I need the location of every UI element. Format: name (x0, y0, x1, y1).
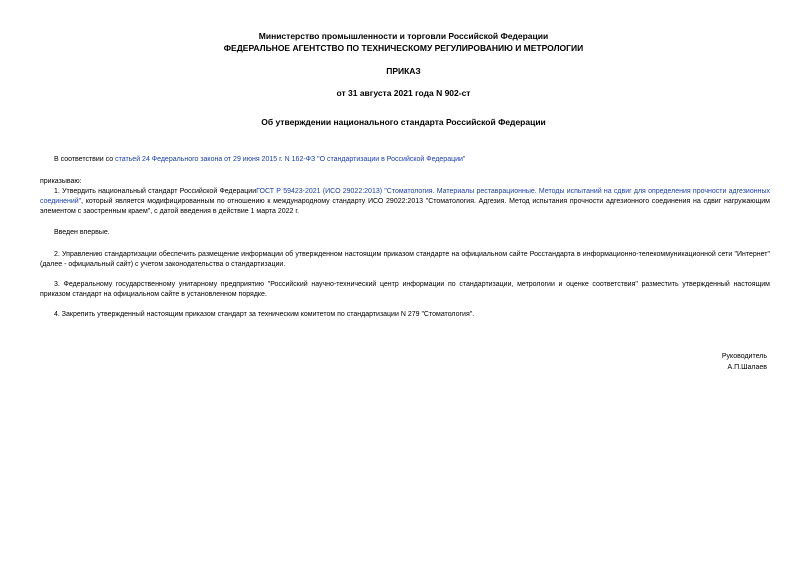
doc-date-number: от 31 августа 2021 года N 902-ст (336, 88, 471, 98)
item-4-paragraph: 4. Закрепить утвержденный настоящим приказом стандарт за техническим комитетом по стандартизации N 279 "Стоматология". (54, 311, 475, 318)
first-time-note: Введен впервые. (54, 229, 110, 236)
gost-standard-link[interactable]: ГОСТ Р 59423-2021 (ИСО 29022:2013) "Стоматология. Материалы реставрационные. Методы испытаний на сдвиг для определения прочности адгезионных соединений" (40, 188, 770, 205)
signature-title: Руководитель (721, 353, 767, 360)
basis-prefix: В соответствии со (54, 156, 116, 163)
item-1-suffix: , который является модифицированным по отношению к международному стандарту ИСО 29022:2013 "Стоматология. Адгезия. Метод испытания прочности адгезионного соединения на сдвиг нагружающим элементом с заостренным краем", с датой введения в действие 1 марта 2022 г. (40, 198, 770, 215)
item-2-paragraph: 2. Управлению стандартизации обеспечить размещение информации об утвержденном настоящим приказом стандарте на официальном сайте Росстандарта в информационно-телекоммуникационной сети "Интернет" (далее - официальный сайт) с учетом законодательства о стандартизации. (40, 251, 770, 268)
agency-title: ФЕДЕРАЛЬНОЕ АГЕНТСТВО ПО ТЕХНИЧЕСКОМУ РЕГУЛИРОВАНИЮ И МЕТРОЛОГИИ (223, 43, 584, 53)
signature-name: А.П.Шалаев (727, 364, 767, 371)
doc-type: ПРИКАЗ (386, 66, 421, 76)
doc-subject: Об утверждении национального стандарта Российской Федерации (261, 117, 546, 127)
item-1-prefix: 1. Утвердить национальный стандарт Российской Федерации (54, 188, 257, 195)
federal-law-link[interactable]: статьей 24 Федерального закона от 29 июня 2015 г. N 162-ФЗ "О стандартизации в Российской Федерации" (115, 156, 466, 163)
item-3-paragraph: 3. Федеральному государственному унитарному предприятию "Российский научно-технический центр информации по стандартизации, метрологии и оценке соответствия" разместить утвержденный настоящим приказом стандарт на официальном сайте в установленном порядке. (40, 281, 770, 298)
basis-paragraph (40, 155, 770, 165)
item-1-paragraph (40, 187, 770, 217)
ministry-title: Министерство промышленности и торговли Российской Федерации (258, 31, 549, 41)
order-word: приказываю: (40, 178, 82, 185)
